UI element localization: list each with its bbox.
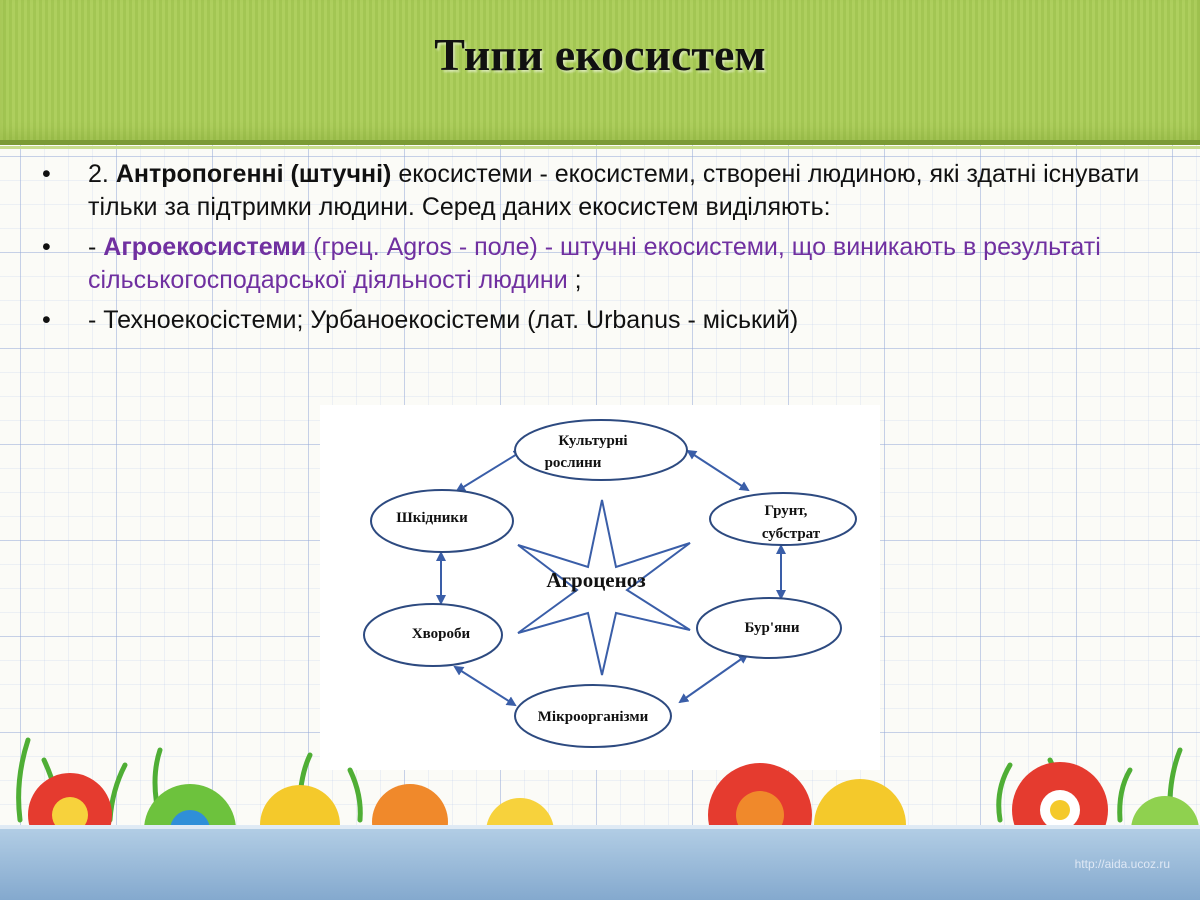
svg-text:субстрат: субстрат	[761, 526, 821, 542]
footer-band-highlight	[0, 825, 1200, 829]
bullet-number: 2.	[88, 160, 109, 188]
bullet-item-3	[40, 304, 1180, 337]
svg-text:Грунт,: Грунт,	[764, 503, 808, 519]
node-diseases	[364, 604, 502, 666]
term-anthropogenic: Антропогенні (штучні)	[115, 160, 392, 188]
arrow-weeds-microorganisms	[680, 655, 747, 702]
decorative-flower-border	[0, 720, 1200, 900]
arrow-crops-pests	[457, 451, 522, 491]
svg-text:Культурні: Культурні	[558, 433, 628, 449]
bullet-marker: •	[42, 306, 51, 334]
svg-text:рослини: рослини	[544, 455, 602, 471]
center-label-agrocenosis: Агроценоз	[546, 568, 646, 592]
bullet-item-1	[40, 158, 1180, 224]
footer-band	[0, 825, 1200, 900]
term-agroecosystems: Агроекосистеми	[103, 233, 307, 261]
definition-anthropogenic: екосистеми - екосистеми, створені людиною, які здатні існувати тільки за підтримки людини. Серед даних екосистем виділяють:	[88, 160, 1140, 221]
techno-urban-ecosystems: - Техноекосістеми; Урбаноекосістеми (лат. Urbanus - міський)	[88, 306, 799, 334]
title-divider-light	[0, 146, 1200, 149]
bullet-prefix: -	[88, 233, 97, 261]
bullet-item-2	[40, 231, 1180, 297]
slide-title: Типи екосистем	[434, 29, 766, 80]
arrow-diseases-microorganisms	[455, 667, 515, 705]
node-pests	[371, 490, 513, 552]
agrocenosis-diagram	[320, 405, 880, 770]
node-crops	[515, 420, 687, 480]
arrow-crops-soil	[688, 451, 748, 490]
node-weeds	[697, 598, 841, 658]
svg-text:Мікроорганізми: Мікроорганізми	[537, 709, 649, 725]
source-url: http://aida.ucoz.ru	[1074, 857, 1170, 871]
svg-text:Бур'яни: Бур'яни	[744, 620, 800, 636]
bullet-suffix: ;	[574, 266, 582, 294]
bullet-marker: •	[42, 160, 51, 188]
bullet-list	[40, 158, 1180, 344]
svg-text:Шкідники: Шкідники	[396, 510, 468, 526]
title-divider	[0, 140, 1200, 145]
node-soil	[710, 493, 856, 545]
svg-text:Хвороби: Хвороби	[411, 626, 471, 642]
bullet-marker: •	[42, 233, 51, 261]
definition-agroecosystems: (грец. Agros - поле) - штучні екосистеми, що виникають в результаті сільськогосподарської діяльності людини	[88, 233, 1101, 294]
